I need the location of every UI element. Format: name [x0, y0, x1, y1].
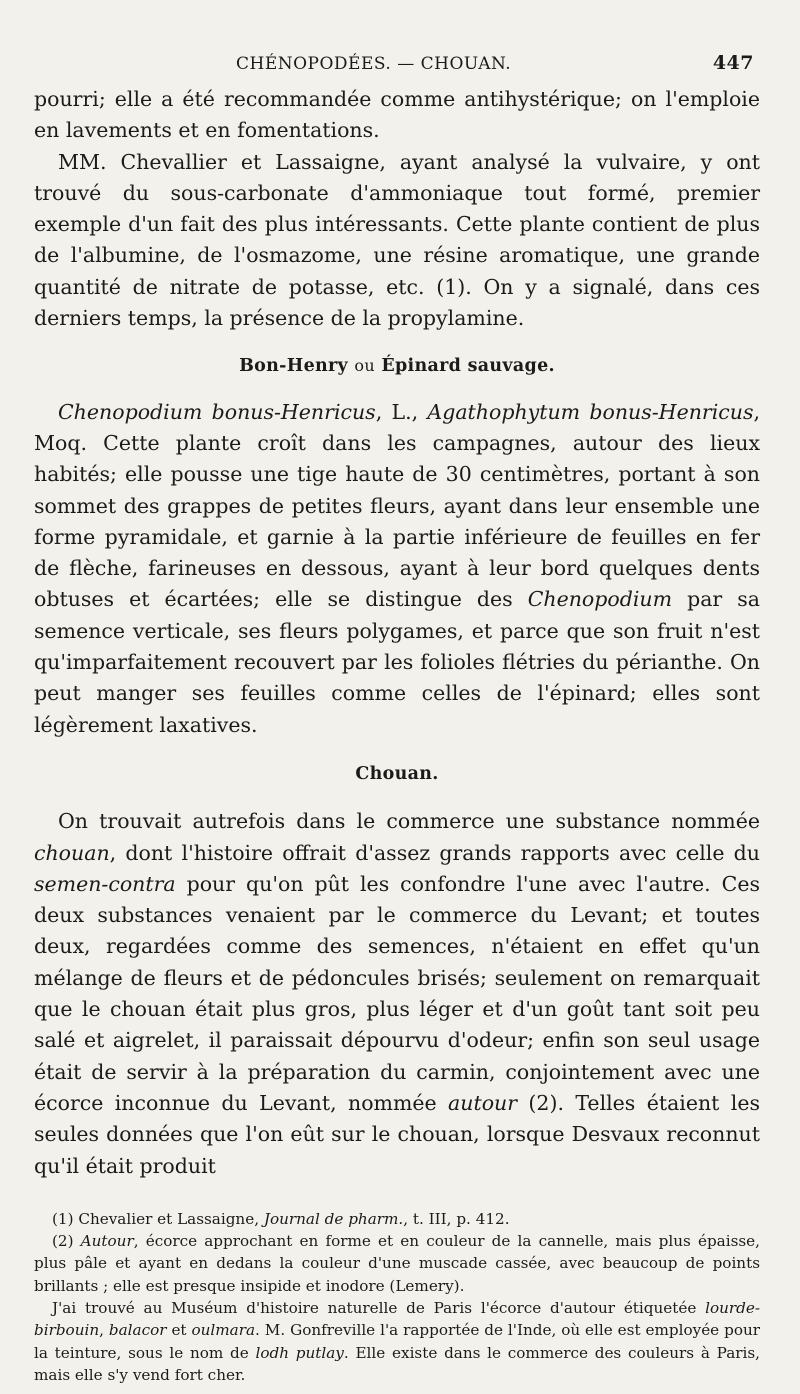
fn3-term-3: oulmara	[191, 1321, 256, 1340]
section-heading-chouan: Chouan.	[355, 763, 439, 784]
species-name-1: Chenopodium bonus-Henricus	[58, 399, 376, 424]
heading-part2: Épinard sauvage.	[381, 356, 555, 377]
fn3-text-c: . Elle existe dans le commerce des couleurs à Paris, mais elle s'y vend fort cher.	[34, 1343, 760, 1384]
fn1-text-a: (1) Chevalier et Lassaigne,	[52, 1209, 264, 1228]
bon-henry-text-a: , Moq. Cette plante croît dans les campagnes, autour des lieux habités; elle pousse une tige haute de 30 centimètres, portant à son sommet des grappes de petites fleurs, ayant dans leur ensemble une forme pyramidale, et garnie à la partie inférieure de feuilles en fer de flèche, farineuses en dessous, ayant à leur bord quelques dents obtuses et écartées; elle se distingue des	[34, 399, 760, 612]
page-number: 447	[712, 52, 754, 74]
fn2-term: Autour	[80, 1232, 134, 1251]
paragraph-continuation: pourri; elle a été recommandée comme antihystérique; on l'emploie en lavements et en fomentations.	[34, 87, 760, 143]
fn3-text-b: . M. Gonfreville l'a rapportée de l'Inde, où elle est employée pour la teinture, sous le nom de	[34, 1321, 761, 1362]
running-title: CHÉNOPODÉES. — CHOUAN.	[236, 54, 512, 74]
footnotes	[34, 1208, 760, 1386]
main-text	[34, 84, 760, 1182]
author-abbrev: , L.,	[375, 399, 428, 424]
running-header	[236, 52, 754, 74]
footnote-3	[34, 1297, 760, 1386]
heading-part1: Bon-Henry	[239, 356, 349, 377]
chouan-text-a: On trouvait autrefois dans le commerce une substance nommée	[58, 809, 760, 834]
genus-name: Chenopodium	[527, 587, 673, 612]
fn1-journal: Journal de pharm.	[263, 1209, 404, 1228]
fn3-term-4: lodh putlay	[255, 1343, 344, 1362]
fn2-text-a: (2)	[52, 1232, 81, 1251]
fn2-text-b: , écorce approchant en forme et en couleur de la cannelle, mais plus épaisse, plus pâle et ayant en dedans la couleur d'une muscade cassée, avec beaucoup de points brillants ; elle est presque insipide et inodore (Lemery).	[34, 1232, 760, 1295]
heading-conj: ou	[354, 356, 375, 376]
chouan-text-c: pour qu'on pût les confondre l'une avec l'autre. Ces deux substances venaient par le commerce du Levant; et toutes deux, regardées comme des semences, n'étaient en effet qu'un mélange de fleurs et de pédoncules brisés; seulement on remarquait que le chouan était plus gros, plus léger et d'un goût tant soit peu salé et aigrelet, il paraissait dépourvu d'odeur; enfin son seul usage était de servir à la préparation du carmin, conjointement avec une écorce inconnue du Levant, nommée	[34, 871, 760, 1115]
paragraph-bon-henry	[34, 397, 760, 741]
footnote-2	[34, 1230, 760, 1297]
fn3-term-1: lourde-birbouin	[34, 1298, 760, 1340]
species-name-2: Agathophytum bonus-Henricus	[427, 399, 754, 424]
bon-henry-text-b: par sa semence verticale, ses fleurs polygames, et parce que son fruit n'est qu'imparfaitement recouvert par les folioles flétries du périanthe. On peut manger ses feuilles comme celles de l'épinard; elles sont légèrement laxatives.	[34, 587, 760, 737]
fn3-text-a: J'ai trouvé au Muséum d'histoire naturelle de Paris l'écorce d'autour étiquetée	[52, 1298, 706, 1317]
fn1-text-b: , t. III, p. 412.	[403, 1209, 510, 1228]
term-chouan: chouan	[34, 840, 110, 865]
fn3-term-2: balacor	[108, 1321, 167, 1340]
chouan-text-b: , dont l'histoire offrait d'assez grands rapports avec celle du	[109, 840, 760, 865]
fn3-sep-2: et	[166, 1321, 192, 1340]
paragraph-analysis: MM. Chevallier et Lassaigne, ayant analysé la vulvaire, y ont trouvé du sous-carbonate d'ammoniaque tout formé, premier exemple d'un fait des plus intéressants. Cette plante contient de plus de l'albumine, de l'osmazome, une résine aromatique, une grande quantité de nitrate de potasse, etc. (1). On y a signalé, dans ces derniers temps, la présence de la propylamine.	[34, 149, 760, 331]
term-autour: autour	[448, 1090, 518, 1115]
chouan-text-d: (2). Telles étaient les seules données que l'on eût sur le chouan, lorsque Desvaux reconnut qu'il était produit	[34, 1090, 760, 1178]
footnote-1	[34, 1208, 760, 1230]
term-semen-contra: semen-contra	[34, 871, 176, 896]
fn3-sep-1: ,	[99, 1321, 109, 1340]
section-heading-bon-henry	[34, 350, 760, 382]
paragraph-chouan	[34, 806, 760, 1182]
